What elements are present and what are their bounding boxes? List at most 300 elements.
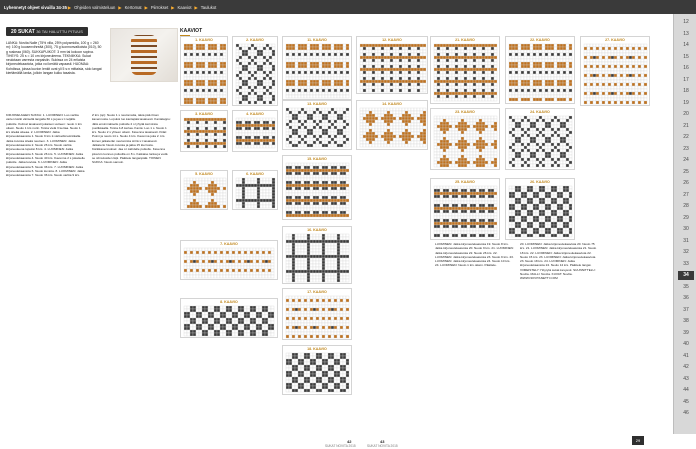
chart-cell (304, 359, 307, 362)
chart-cell (307, 311, 310, 314)
chart-cell (331, 314, 334, 317)
chart-cell (254, 47, 257, 50)
chart-cell (343, 208, 346, 211)
crumb-5[interactable]: Taulukot (200, 4, 217, 10)
chart-cell (217, 89, 220, 92)
chart-cell (337, 243, 340, 246)
page-tab-37[interactable]: 37 (683, 306, 689, 313)
chart-cell (289, 80, 292, 83)
chart-cell (208, 333, 211, 336)
page-tab-16[interactable]: 16 (683, 65, 689, 71)
chart-cell (381, 114, 384, 117)
chart-cell (236, 139, 239, 142)
chart-cell (236, 92, 239, 95)
page-tab-28[interactable]: 28 (683, 203, 689, 209)
chart-cell (295, 252, 298, 255)
chart-cell (193, 202, 196, 205)
chart-cell (334, 302, 337, 305)
chart-cell (328, 181, 331, 184)
chart-cell (184, 327, 187, 330)
chart-cell (378, 144, 381, 147)
page-tab-42[interactable]: 42 (683, 364, 689, 370)
chart-cell (319, 169, 322, 172)
chart-cell (381, 68, 384, 71)
chart-cell (313, 126, 316, 129)
chart-cell (236, 98, 239, 101)
chart-cell (316, 129, 319, 132)
chart-cell (184, 50, 187, 53)
page-tab-20[interactable]: 20 (683, 111, 689, 117)
chart-cell (217, 83, 220, 86)
chart-cell (328, 199, 331, 202)
chart-cell (271, 330, 274, 333)
chart-cell (331, 132, 334, 135)
chart-cell (220, 56, 223, 59)
chart-cell (217, 260, 220, 263)
chart-cell (217, 205, 220, 208)
chart-cell (217, 315, 220, 318)
chart-cell (184, 184, 187, 187)
page-tab-32[interactable]: 32 (683, 249, 689, 255)
chart-cell (268, 312, 271, 315)
page-tab-15[interactable]: 15 (683, 53, 689, 60)
chart-cell (196, 127, 199, 130)
chart-cell (512, 56, 515, 59)
chart-cell (217, 86, 220, 89)
chart-cell (518, 68, 521, 71)
chart-cell (307, 50, 310, 53)
chart-cell (265, 318, 268, 321)
chart-cell (334, 320, 337, 323)
chart-cell (325, 386, 328, 389)
page-tab-38[interactable]: 38 (683, 318, 689, 324)
chart-cell (263, 124, 266, 127)
page-tab-29[interactable]: 29 (683, 214, 689, 221)
chart-cell (236, 74, 239, 77)
chart-cell (196, 95, 199, 98)
chart-cell (325, 317, 328, 320)
page-tab-23[interactable]: 23 (683, 145, 689, 152)
chart-cell (292, 163, 295, 166)
chart-cell (437, 77, 440, 80)
chart-cell (334, 166, 337, 169)
chart-cell (417, 56, 420, 59)
chart-cell (340, 205, 343, 208)
chart-cell (387, 71, 390, 74)
chart-cell (254, 71, 257, 74)
chart-cell (396, 117, 399, 120)
chart-cell (417, 117, 420, 120)
chart-cell (220, 181, 223, 184)
chart-cell (301, 50, 304, 53)
chart-cell (307, 132, 310, 135)
chart-cell (199, 199, 202, 202)
page-tab-44[interactable]: 44 (683, 387, 689, 393)
chart-cell (423, 44, 426, 47)
chart-cell (223, 199, 226, 202)
chart-cell (322, 377, 325, 380)
page-tab-40[interactable]: 40 (683, 341, 689, 347)
chart-cell (289, 237, 292, 240)
chart-cell (387, 44, 390, 47)
chart-cell (411, 120, 414, 123)
page-tab-34[interactable]: 34 (678, 271, 694, 280)
chart-cell (363, 141, 366, 144)
chart-cell (307, 95, 310, 98)
page-tab-30[interactable]: 30 (683, 226, 689, 232)
chart-cell (295, 59, 298, 62)
chart-cell (289, 178, 292, 181)
crumb-3[interactable]: Piirrokset (150, 4, 169, 10)
chart-cell (461, 86, 464, 89)
chart-cell (337, 246, 340, 249)
chart-cell (446, 62, 449, 65)
chart-cell (220, 187, 223, 190)
chart-cell (512, 74, 515, 77)
pattern-title-pill (6, 27, 88, 36)
chart-cell (307, 365, 310, 368)
chart-cell (396, 77, 399, 80)
chart-cell (414, 44, 417, 47)
chart-cell (196, 83, 199, 86)
chart-cell (248, 71, 251, 74)
page-tab-13[interactable]: 13 (683, 30, 689, 37)
page-tab-14[interactable]: 14 (683, 42, 689, 48)
chart-cell (242, 181, 245, 184)
chart-cell (301, 44, 304, 47)
chart-cell (411, 62, 414, 65)
chart-cell (184, 181, 187, 184)
chart-cell (396, 50, 399, 53)
page-tab-18[interactable]: 18 (683, 88, 689, 94)
chart-cell (310, 296, 313, 299)
page-tab-33[interactable]: 33 (683, 260, 689, 267)
chart-cell (384, 135, 387, 138)
chart-cell (211, 53, 214, 56)
chart-cell (245, 59, 248, 62)
knitting-chart-1 (180, 36, 228, 106)
chart-cell (467, 89, 470, 92)
chart-cell (346, 193, 349, 196)
chart-cell (369, 141, 372, 144)
chart-cell (260, 86, 263, 89)
chart-cell (298, 246, 301, 249)
crumb-4[interactable]: Kaaviot (177, 4, 192, 10)
chart-cell (205, 190, 208, 193)
page-tab-19[interactable]: 19 (683, 99, 689, 106)
chart-cell (301, 326, 304, 329)
chart-cell (363, 86, 366, 89)
page-tab-39[interactable]: 39 (683, 329, 689, 336)
chart-cell (313, 65, 316, 68)
chart-cell (322, 302, 325, 305)
chart-cell (328, 377, 331, 380)
chart-cell (223, 83, 226, 86)
chart-cell (307, 117, 310, 120)
chart-cell (405, 126, 408, 129)
chart-cell (381, 80, 384, 83)
chart-cell (187, 178, 190, 181)
chart-cell (316, 374, 319, 377)
chart-cell (461, 83, 464, 86)
chart-cell (346, 123, 349, 126)
chart-cell (485, 68, 488, 71)
chart-cell (417, 123, 420, 126)
chart-cell (236, 142, 239, 145)
chart-cell (307, 383, 310, 386)
chart-cell (464, 89, 467, 92)
chart-cell (396, 59, 399, 62)
chart-cell (328, 169, 331, 172)
chart-cell (331, 123, 334, 126)
chart-cell (301, 237, 304, 240)
chart-cell (310, 356, 313, 359)
chart-cell (557, 74, 560, 77)
chart-cell (387, 56, 390, 59)
page-tab-21[interactable]: 21 (683, 122, 689, 129)
chart-cell (187, 260, 190, 263)
chart-cell (515, 56, 518, 59)
chart-cell (491, 86, 494, 89)
chart-cell (340, 144, 343, 147)
chart-cell (289, 141, 292, 144)
chart-cell (434, 44, 437, 47)
chart-cell (316, 359, 319, 362)
chart-cell (322, 92, 325, 95)
chart-cell (390, 80, 393, 83)
chart-cell (440, 95, 443, 98)
chart-cell (340, 371, 343, 374)
chart-cell (310, 249, 313, 252)
chart-cell (414, 141, 417, 144)
chart-cell (295, 175, 298, 178)
chart-cell (265, 312, 268, 315)
chart-cell (375, 86, 378, 89)
chart-cell (491, 71, 494, 74)
page-tab-46[interactable]: 46 (683, 410, 689, 416)
chart-cell (295, 205, 298, 208)
chart-cell (307, 329, 310, 332)
chart-cell (310, 68, 313, 71)
chart-cell (286, 205, 289, 208)
chart-cell (313, 144, 316, 147)
chart-cell (205, 318, 208, 321)
chart-cell (229, 263, 232, 266)
chart-cell (229, 248, 232, 251)
chart-cell (360, 74, 363, 77)
chart-cell (286, 196, 289, 199)
chart-cell (340, 120, 343, 123)
chart-cell (257, 130, 260, 133)
chart-cell (470, 65, 473, 68)
chart-cell (449, 71, 452, 74)
chart-cell (223, 248, 226, 251)
chart-cell (190, 263, 193, 266)
chart-cell (248, 50, 251, 53)
chart-cell (292, 305, 295, 308)
chart-cell (560, 47, 563, 50)
chart-cell (393, 77, 396, 80)
chart-cell (251, 74, 254, 77)
chart-cell (184, 205, 187, 208)
chart-cell (272, 92, 275, 95)
chart-cell (214, 62, 217, 65)
chart-cell (381, 144, 384, 147)
chart-cell (235, 272, 238, 275)
chart-cell (390, 53, 393, 56)
chart-cell (266, 130, 269, 133)
chart-cell (295, 187, 298, 190)
chart-cell (334, 95, 337, 98)
chart-cell (298, 138, 301, 141)
page-tab-43[interactable]: 43 (683, 375, 689, 382)
chart-cell (322, 59, 325, 62)
chart-cell (396, 80, 399, 83)
chart-cell (301, 335, 304, 338)
chart-cell (199, 145, 202, 148)
chart-cell (223, 333, 226, 336)
chart-cell (381, 117, 384, 120)
chart-cell (316, 190, 319, 193)
chart-cell (343, 68, 346, 71)
chart-cell (263, 145, 266, 148)
chart-cell (196, 59, 199, 62)
chart-cell (458, 98, 461, 101)
chart-cell (272, 199, 275, 202)
chart-cell (289, 377, 292, 380)
chart-cell (360, 117, 363, 120)
chart-cell (458, 65, 461, 68)
chart-cell (331, 359, 334, 362)
chart-cell (313, 71, 316, 74)
page-tab-27[interactable]: 27 (683, 191, 689, 198)
chart-cell (325, 359, 328, 362)
chart-cell (563, 71, 566, 74)
chart-cell (260, 142, 263, 145)
page-tab-25[interactable]: 25 (683, 168, 689, 175)
chart-cell (193, 309, 196, 312)
chart-cell (184, 65, 187, 68)
chart-cell (331, 365, 334, 368)
chart-cell (446, 74, 449, 77)
page-tab-17[interactable]: 17 (683, 76, 689, 83)
chart-cell (366, 123, 369, 126)
chart-cell (223, 59, 226, 62)
chart-cell (408, 138, 411, 141)
chart-cell (337, 270, 340, 273)
chart-cell (328, 264, 331, 267)
chart-cell (208, 56, 211, 59)
chart-cell (245, 196, 248, 199)
chart-cell (372, 74, 375, 77)
chart-cell (363, 111, 366, 114)
chart-cell (346, 144, 349, 147)
chart-cell (208, 139, 211, 142)
chart-cell (491, 47, 494, 50)
chart-cell (316, 111, 319, 114)
chart-cell (307, 255, 310, 258)
chart-cell (384, 144, 387, 147)
page-tab-41[interactable]: 41 (683, 352, 689, 359)
chart-cell (292, 144, 295, 147)
chart-cell (260, 44, 263, 47)
chart-cell (437, 53, 440, 56)
chart-cell (325, 80, 328, 83)
chart-cell (446, 92, 449, 95)
page-tab-35[interactable]: 35 (683, 283, 689, 290)
chart-cell (268, 330, 271, 333)
chart-cell (184, 269, 187, 272)
chart-cell (295, 47, 298, 50)
chart-cell (346, 308, 349, 311)
chart-cell (289, 240, 292, 243)
chart-cell (509, 44, 512, 47)
chart-cell (393, 80, 396, 83)
page-tab-36[interactable]: 36 (683, 295, 689, 301)
chart-cell (334, 383, 337, 386)
chart-cell (266, 121, 269, 124)
chart-cell (366, 114, 369, 117)
chart-cell (286, 129, 289, 132)
chart-cell (378, 89, 381, 92)
chart-cell (295, 77, 298, 80)
chart-cell (539, 68, 542, 71)
chart-cell (304, 237, 307, 240)
chart-cell (346, 166, 349, 169)
chart-cell (331, 172, 334, 175)
page-tab-22[interactable]: 22 (683, 134, 689, 140)
chart-cell (238, 318, 241, 321)
page-tab-24[interactable]: 24 (683, 157, 689, 163)
chart-cell (263, 178, 266, 181)
page-tab-45[interactable]: 45 (683, 398, 689, 405)
chart-cell (343, 44, 346, 47)
chart-cell (248, 53, 251, 56)
chart-cell (244, 260, 247, 263)
chart-cell (289, 175, 292, 178)
chart-cell (322, 62, 325, 65)
chart-cell (245, 118, 248, 121)
chart-cell (346, 92, 349, 95)
crumb-1[interactable]: Ohjeiden valmisteluun (74, 4, 116, 10)
chart-cell (236, 44, 239, 47)
chart-cell (334, 138, 337, 141)
chart-cell (375, 111, 378, 114)
chart-cell (196, 257, 199, 260)
page-tab-26[interactable]: 26 (683, 180, 689, 186)
chart-cell (343, 144, 346, 147)
chart-cell (304, 374, 307, 377)
chart-cell (239, 98, 242, 101)
chart-cell (304, 211, 307, 214)
chart-cell (402, 56, 405, 59)
chart-cell (360, 77, 363, 80)
page-tab-31[interactable]: 31 (683, 237, 689, 244)
chart-cell (473, 50, 476, 53)
chart-cell (205, 98, 208, 101)
chart-cell (193, 269, 196, 272)
chart-cell (295, 208, 298, 211)
chart-cell (346, 383, 349, 386)
chart-cell (295, 196, 298, 199)
chart-cell (334, 187, 337, 190)
chart-cell (211, 133, 214, 136)
crumb-2[interactable]: Kertomat (124, 4, 142, 10)
page-tab-12[interactable]: 12 (683, 19, 689, 25)
chart-cell (199, 92, 202, 95)
chart-cell (196, 178, 199, 181)
chart-cell (337, 377, 340, 380)
